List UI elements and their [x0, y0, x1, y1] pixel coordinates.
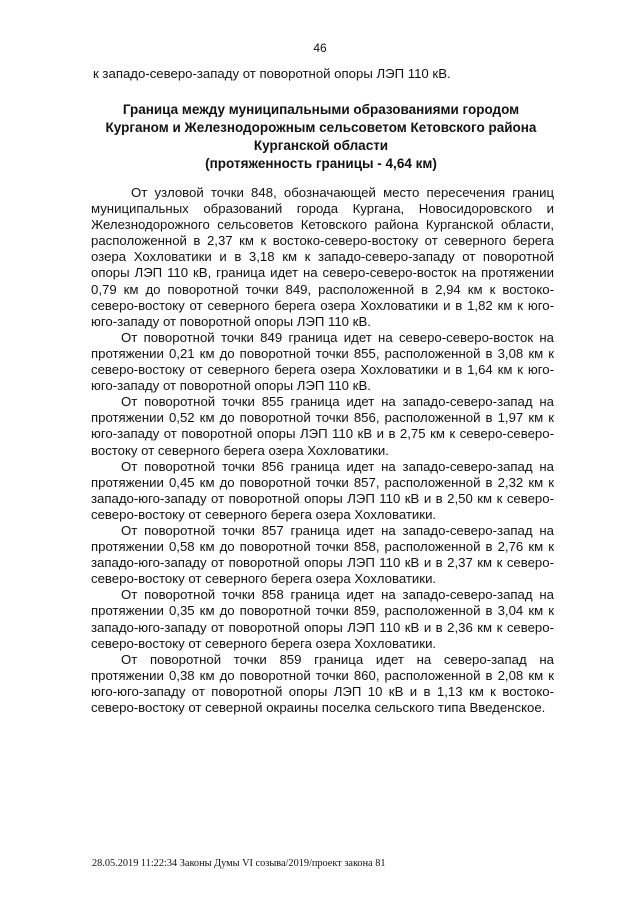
heading-line-4: (протяженность границы - 4,64 км) — [205, 156, 437, 171]
page-number: 46 — [313, 41, 327, 55]
heading-line-2: Курганом и Железнодорожным сельсоветом Кетовского района — [105, 120, 537, 135]
heading-line-3: Курганской области — [253, 138, 389, 153]
paragraph-7: От поворотной точки 859 граница идет на северо-запад на протяжении 0,38 км до поворотной точки 860, расположенной в 2,08 км к юго-юго-западу от поворотной опоры ЛЭП 10 кВ и в 1,13 км к востоко-северо-востоку от северной окраины поселка сельского типа Введенское. — [91, 651, 554, 715]
paragraph-3: От поворотной точки 855 граница идет на западо-северо-запад на протяжении 0,52 км до поворотной точки 856, расположенной в 1,97 км к юго-западу от поворотной опоры ЛЭП 110 кВ и в 2,75 км к северо-северо-востоку от северного берега озера Хохловатики. — [91, 394, 554, 458]
paragraph-1: От узловой точки 848, обозначающей место пересечения границ муниципальных образований города Кургана, Новосидоровского и Железнодорожного сельсоветов Кетовского района Курганской области, расположенной в 2,37 км к востоко-северо-востоку от северного берега озера Хохловатики и в 3,18 км к западо-северо-западу от поворотной опоры ЛЭП 110 кВ, граница идет на северо-северо-восток на протяжении 0,79 км до поворотной точки 849, расположенной в 2,94 км к востоко-северо-востоку от северного берега озера Хохловатики и в 1,82 км к юго-юго-западу от поворотной опоры ЛЭП 110 кВ. — [91, 185, 554, 329]
paragraph-5: От поворотной точки 857 граница идет на западо-северо-запад на протяжении 0,58 км до поворотной точки 858, расположенной в 2,76 км к западо-юго-западу от поворотной опоры ЛЭП 110 кВ и в 2,37 км к северо-северо-востоку от северного берега озера Хохловатики. — [91, 522, 554, 587]
paragraph-4: От поворотной точки 856 граница идет на западо-северо-запад на протяжении 0,45 км до поворотной точки 857, расположенной в 2,32 км к западо-юго-западу от поворотной опоры ЛЭП 110 кВ и в 2,50 км к северо-северо-востоку от северного берега озера Хохловатики. — [91, 458, 554, 522]
lead-line: к западо-северо-западу от поворотной опоры ЛЭП 110 кВ. — [93, 66, 451, 81]
paragraph-2: От поворотной точки 849 граница идет на северо-северо-восток на протяжении 0,21 км до поворотной точки 855, расположенной в 3,08 км к северо-востоку от северного берега озера Хохловатики и в 1,64 км к юго-юго-западу от поворотной опоры ЛЭП 110 кВ. — [91, 329, 554, 394]
section-heading — [88, 101, 554, 173]
heading-line-1: Граница между муниципальными образованиями городом — [122, 102, 520, 117]
paragraph-6: От поворотной точки 858 граница идет на западо-северо-запад на протяжении 0,35 км до поворотной точки 859, расположенной в 3,04 км к западо-юго-западу от поворотной опоры ЛЭП 110 кВ и в 2,36 км к северо-северо-востоку от северного берега озера Хохловатики. — [91, 587, 554, 651]
document-body — [91, 185, 554, 716]
document-footer: 28.05.2019 11:22:34 Законы Думы VI созыва/2019/проект закона 81 — [92, 858, 386, 869]
